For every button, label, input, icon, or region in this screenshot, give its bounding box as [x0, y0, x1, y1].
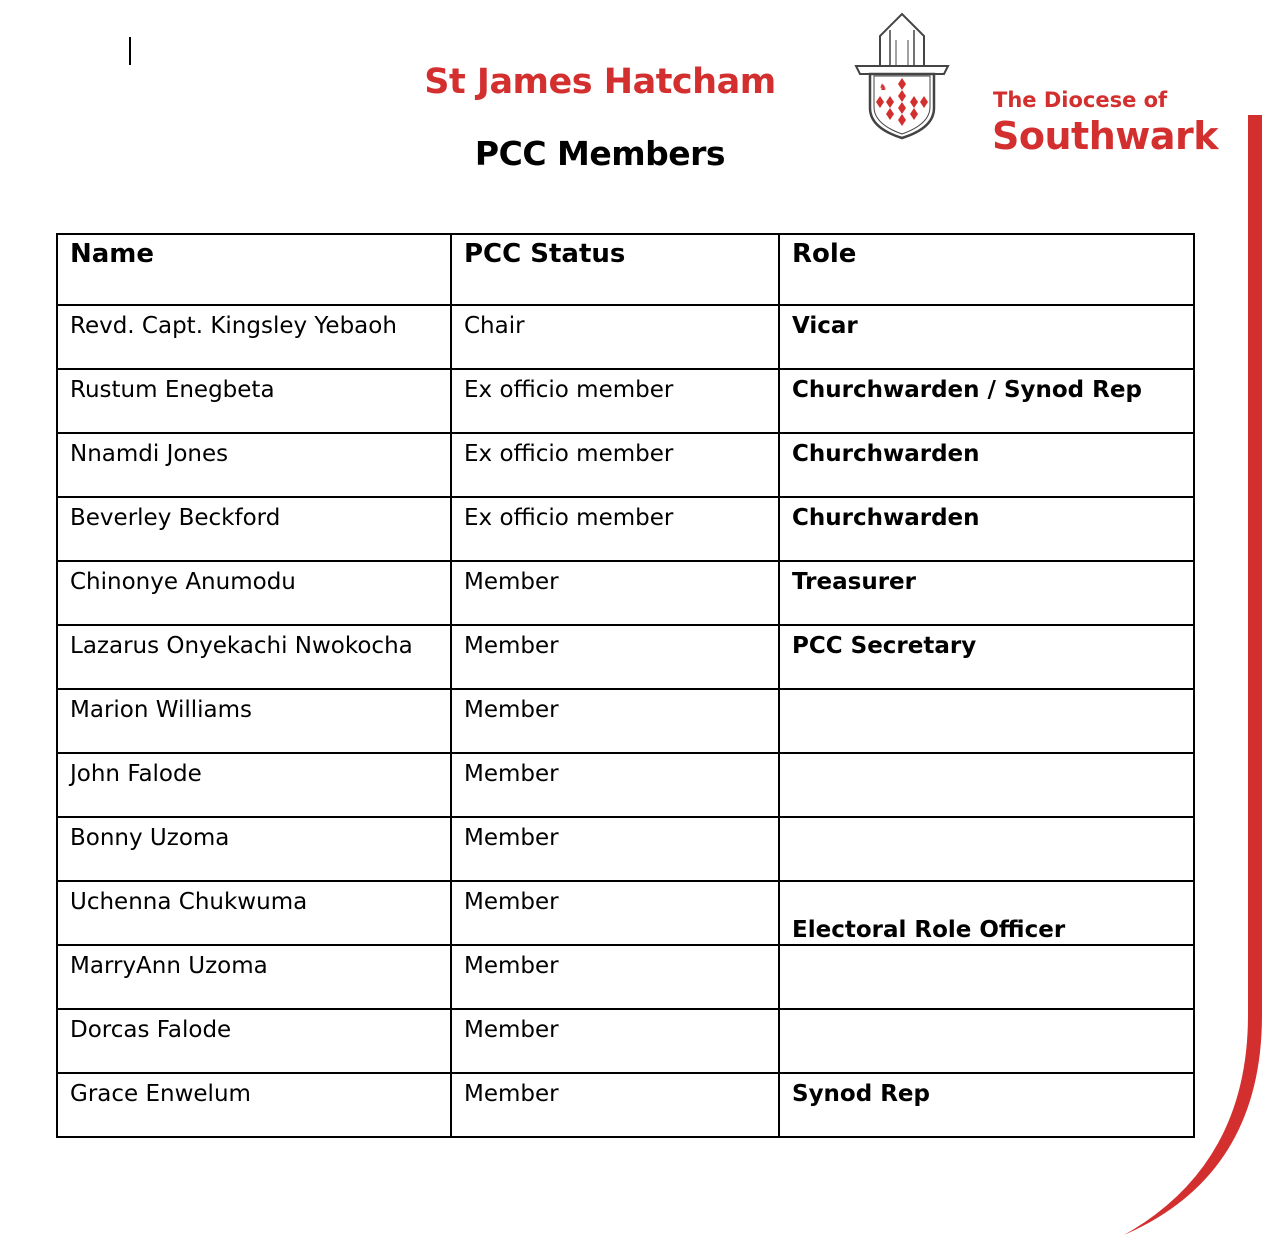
- member-status: Member: [451, 625, 779, 689]
- member-status: Member: [451, 817, 779, 881]
- member-role: Electoral Role Officer: [779, 881, 1194, 945]
- member-role: [779, 817, 1194, 881]
- member-role: Churchwarden: [779, 497, 1194, 561]
- table-header-row: [57, 234, 1194, 305]
- table-row: [57, 945, 1194, 1009]
- member-status: Member: [451, 1073, 779, 1137]
- member-role: Synod Rep: [779, 1073, 1194, 1137]
- member-role: Churchwarden / Synod Rep: [779, 369, 1194, 433]
- table-row: [57, 369, 1194, 433]
- member-status: Member: [451, 689, 779, 753]
- member-role: [779, 753, 1194, 817]
- table-row: [57, 817, 1194, 881]
- member-status: Member: [451, 945, 779, 1009]
- diocese-name: Southwark: [992, 114, 1219, 158]
- column-header-name: Name: [57, 234, 451, 305]
- member-role: Vicar: [779, 305, 1194, 369]
- member-name: Chinonye Anumodu: [57, 561, 451, 625]
- member-name: John Falode: [57, 753, 451, 817]
- table-row: [57, 433, 1194, 497]
- member-name: Revd. Capt. Kingsley Yebaoh: [57, 305, 451, 369]
- table-row: [57, 689, 1194, 753]
- member-status: Ex officio member: [451, 433, 779, 497]
- page-title: St James Hatcham: [424, 62, 776, 102]
- member-status: Member: [451, 1009, 779, 1073]
- member-role: [779, 689, 1194, 753]
- member-name: Beverley Beckford: [57, 497, 451, 561]
- member-status: Ex officio member: [451, 369, 779, 433]
- member-status: Member: [451, 753, 779, 817]
- member-status: Chair: [451, 305, 779, 369]
- table-row: [57, 753, 1194, 817]
- member-role: PCC Secretary: [779, 625, 1194, 689]
- column-header-pcc-status: PCC Status: [451, 234, 779, 305]
- member-role: [779, 945, 1194, 1009]
- page-subtitle: PCC Members: [474, 134, 726, 173]
- column-header-role: Role: [779, 234, 1194, 305]
- member-name: Uchenna Chukwuma: [57, 881, 451, 945]
- member-name: Dorcas Falode: [57, 1009, 451, 1073]
- member-name: MarryAnn Uzoma: [57, 945, 451, 1009]
- diocese-prefix: The Diocese of: [993, 88, 1168, 112]
- member-name: Rustum Enegbeta: [57, 369, 451, 433]
- table-row: [57, 305, 1194, 369]
- table-row: [57, 1073, 1194, 1137]
- member-name: Grace Enwelum: [57, 1073, 451, 1137]
- pcc-members-table: [56, 233, 1195, 1138]
- member-role: [779, 1009, 1194, 1073]
- diocese-crest-icon: [852, 10, 952, 142]
- member-name: Lazarus Onyekachi Nwokocha: [57, 625, 451, 689]
- table-row: [57, 497, 1194, 561]
- svg-text:♞: ♞: [879, 83, 888, 93]
- member-name: Nnamdi Jones: [57, 433, 451, 497]
- table-row: [57, 625, 1194, 689]
- table-row: [57, 1009, 1194, 1073]
- member-status: Member: [451, 561, 779, 625]
- member-name: Bonny Uzoma: [57, 817, 451, 881]
- member-name: Marion Williams: [57, 689, 451, 753]
- table-row: [57, 881, 1194, 945]
- member-status: Ex officio member: [451, 497, 779, 561]
- table-row: [57, 561, 1194, 625]
- text-cursor: [129, 37, 131, 65]
- member-role: Treasurer: [779, 561, 1194, 625]
- member-role: Churchwarden: [779, 433, 1194, 497]
- member-status: Member: [451, 881, 779, 945]
